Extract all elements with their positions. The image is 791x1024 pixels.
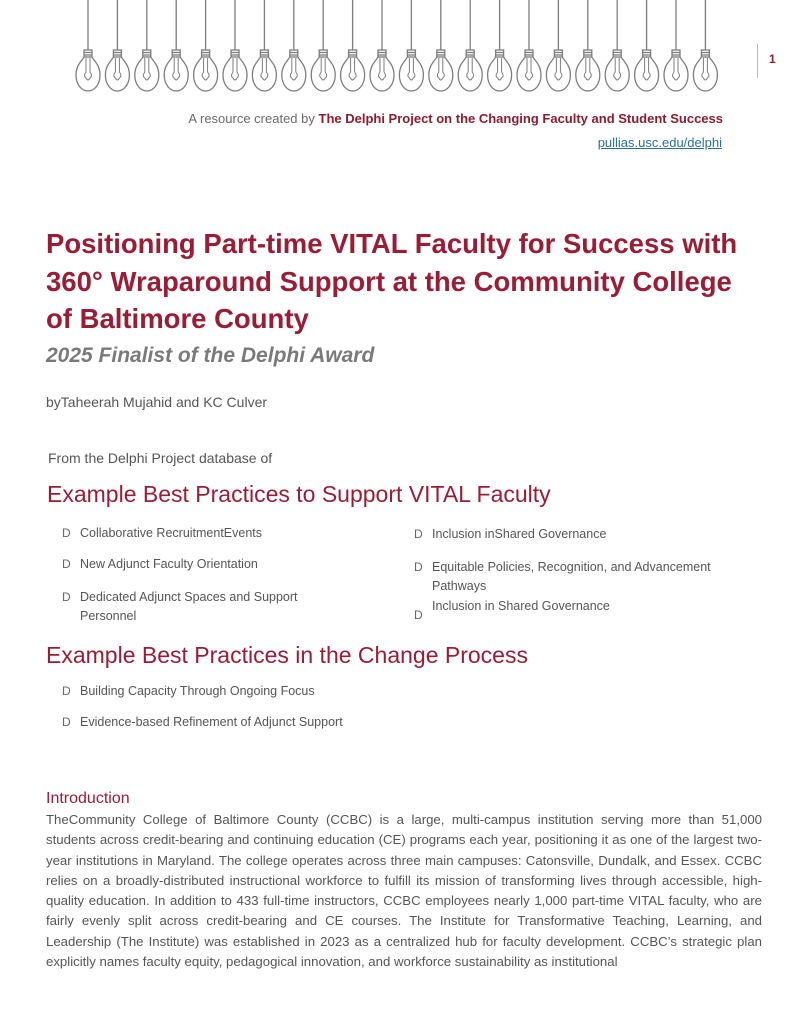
change-practices-heading: Example Best Practices in the Change Process: [46, 642, 528, 668]
bullet-glyph: D: [62, 715, 71, 729]
bullet-glyph: D: [62, 684, 71, 698]
vital-practice-label: Collaborative RecruitmentEvents: [80, 526, 263, 540]
lightbulb-icon: [135, 0, 159, 91]
document-subtitle: 2025 Finalist of the Delphi Award: [46, 344, 375, 367]
change-practice-item: [62, 713, 392, 732]
vital-practice-item: [414, 558, 744, 596]
introduction-heading: Introduction: [46, 790, 130, 807]
vital-practices-heading: Example Best Practices to Support VITAL Faculty: [47, 481, 551, 507]
document-title: Positioning Part-time VITAL Faculty for Success with 360° Wraparound Support at the Community College of Baltimore County: [46, 228, 738, 334]
page-number: 1: [757, 44, 783, 78]
lightbulb-icon: [458, 0, 482, 91]
change-practice-label: Evidence-based Refinement of Adjunct Support: [80, 715, 343, 729]
vital-practice-item: [62, 524, 372, 543]
vital-practice-label: New Adjunct Faculty Orientation: [80, 557, 258, 571]
vital-practice-label: Inclusion inShared Governance: [432, 527, 607, 541]
lightbulb-icon: [164, 0, 188, 91]
lightbulb-icon: [252, 0, 276, 91]
lightbulb-icon: [605, 0, 629, 91]
bullet-glyph: D: [62, 557, 71, 571]
lightbulb-icon: [429, 0, 453, 91]
lightbulb-icon: [370, 0, 394, 91]
vital-practice-item: [414, 525, 744, 544]
introduction-body: TheCommunity College of Baltimore County (CCBC) is a large, multi-campus institution serving more than 51,000 students across credit-bearing and continuing education (CE) programs each year, positioning it as one of the largest two-year institutions in Maryland. The college operates across three main campuses: Catonsville, Dundalk, and Essex. CCBC relies on a broadly-distributed instructional workforce to fulfill its mission of transforming lives through accessible, high-quality education. In addition to 433 full-time instructors, CCBC employees nearly 1,000 part-time VITAL faculty, who are fairly evenly split across credit-bearing and CE courses. The Institute for Transformative Teaching, Learning, and Leadership (The Institute) was established in 2023 as a centralized hub for faculty development. CCBC’s strategic plan explicitly names faculty equity, pedagogical innovation, and workforce sustainability as institutional: [46, 812, 762, 970]
lightbulb-icon: [488, 0, 512, 91]
credit-organization: The Delphi Project on the Changing Faculty and Student Success: [318, 111, 723, 126]
lightbulb-icon: [546, 0, 570, 91]
lightbulb-icon: [341, 0, 365, 91]
vital-practice-label: Inclusion in Shared Governance: [432, 599, 610, 613]
bullet-glyph: D: [414, 527, 423, 541]
lightbulb-icon: [635, 0, 659, 91]
credit-prefix: A resource created by: [188, 111, 319, 126]
delphi-link[interactable]: pullias.usc.edu/delphi: [597, 135, 722, 150]
vital-practice-label: Dedicated Adjunct Spaces and Support Personnel: [80, 590, 298, 623]
bullet-glyph: D: [62, 590, 71, 604]
lightbulb-icon: [517, 0, 541, 91]
lightbulb-icon: [282, 0, 306, 91]
lightbulb-icon: [105, 0, 129, 91]
lightbulb-icon: [223, 0, 247, 91]
vital-practice-label: Equitable Policies, Recognition, and Advancement Pathways: [432, 560, 711, 593]
resource-credit: [188, 111, 723, 126]
lightbulb-icon: [194, 0, 218, 91]
change-practice-item: [62, 682, 392, 701]
lightbulb-icon: [76, 0, 100, 91]
lightbulb-icon: [664, 0, 688, 91]
byline: byTaheerah Mujahid and KC Culver: [46, 394, 268, 410]
bullet-glyph: D: [414, 560, 423, 574]
change-practice-label: Building Capacity Through Ongoing Focus: [80, 684, 315, 698]
lightbulb-icon: [311, 0, 335, 91]
vital-practice-item: [62, 588, 352, 626]
bullet-glyph: D: [414, 608, 423, 622]
lightbulb-decoration: [70, 0, 730, 100]
vital-practice-item: [414, 597, 744, 622]
lightbulb-icon: [399, 0, 423, 91]
lightbulb-icon: [693, 0, 717, 91]
lightbulb-icon: [576, 0, 600, 91]
vital-practice-item: [62, 555, 372, 574]
bullet-glyph: D: [62, 526, 71, 540]
database-intro: From the Delphi Project database of: [48, 450, 273, 466]
